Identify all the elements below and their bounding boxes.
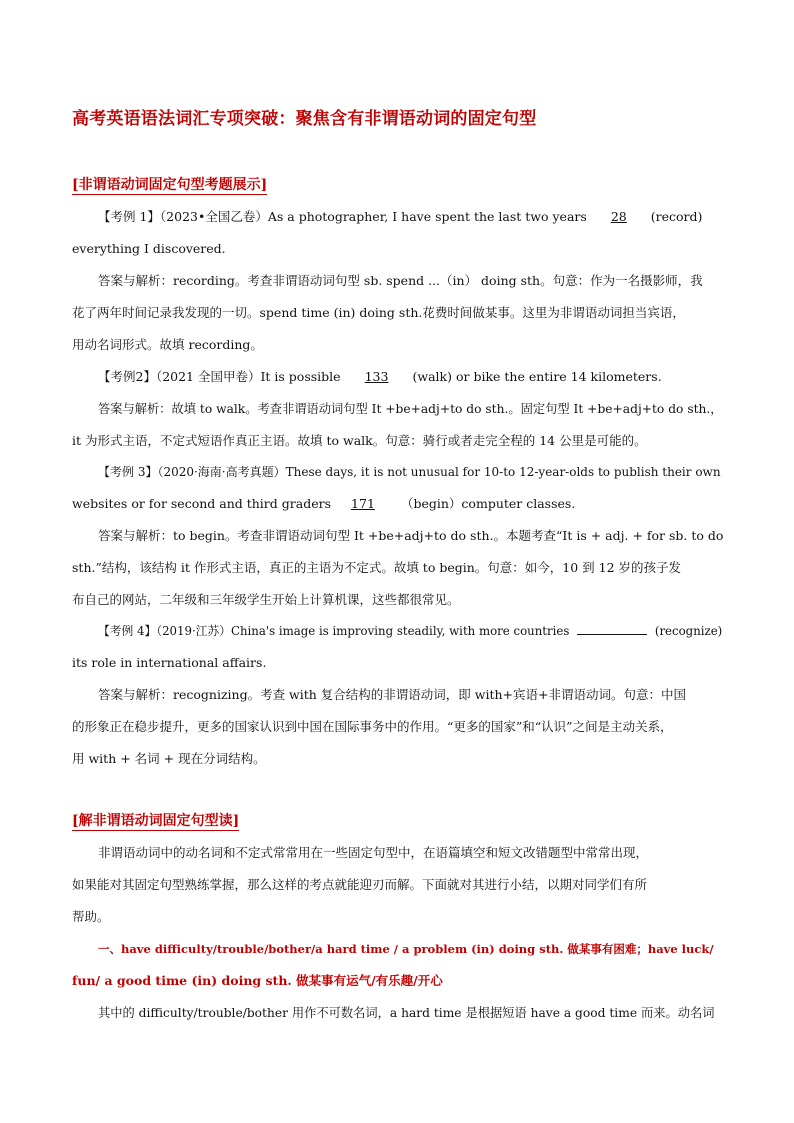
- example-4-answer-cont: 用 with + 名词 + 现在分词结构。: [72, 751, 266, 766]
- example-4-question: 【考例 4】（2019·江苏）China's image is improving steadily, with more countries (recognize): [98, 624, 723, 638]
- pattern-heading-1: 一、have difficulty/trouble/bother/a hard time / a problem (in) doing sth. 做某事有困难；have luck/: [98, 942, 714, 956]
- page-title: 高考英语语法词汇专项突破：聚焦含有非谓语动词的固定句型: [72, 109, 537, 129]
- section-heading-exam-examples: [非谓语动词固定句型考题展示]: [72, 177, 268, 193]
- example-2-answer: 答案与解析：故填 to walk。考查非谓语动词句型 It +be+adj+to do sth.。固定句型 It +be+adj+to do sth.，: [98, 402, 723, 416]
- example-4-answer: 答案与解析：recognizing。考查 with 复合结构的非谓语动词，即 with+宾语+非谓语动词。句意：中国: [98, 687, 686, 702]
- example-3-answer-cont: 布自己的网站，二年级和三年级学生开始上计算机课，这些都很常见。: [72, 592, 460, 607]
- example-1-question: 【考例 1】（2023•全国乙卷）As a photographer, I have spent the last two years 28 (record): [98, 209, 703, 224]
- example-3-answer-cont: sth.”结构，该结构 it 作形式主语，真正的主语为不定式。故填 to begin。句意：如今，10 到 12 岁的孩子发: [72, 560, 681, 575]
- example-3-question: 【考例 3】（2020·海南·高考真题）These days, it is not unusual for 10-to 12-year-olds to publish their own: [98, 465, 721, 479]
- example-1-answer-cont: 花了两年时间记录我发现的一切。spend time (in) doing sth.花费时间做某事。这里为非谓语动词担当宾语，: [72, 305, 685, 320]
- example-1-answer: 答案与解析：recording。考查非谓语动词句型 sb. spend ...（in） doing sth。句意：作为一名摄影师，我: [98, 273, 703, 288]
- intro-paragraph-cont: 帮助。: [72, 909, 110, 924]
- example-3-answer: 答案与解析：to begin。考查非谓语动词句型 It +be+adj+to do sth.。本题考查“It is + adj. + for sb. to do: [98, 528, 724, 543]
- intro-paragraph: 非谓语动词中的动名词和不定式常常用在一些固定句型中，在语篇填空和短文改错题型中常常出现，: [98, 845, 649, 860]
- example-1-question-cont: everything I discovered.: [72, 241, 226, 256]
- pattern-heading-1-cont: fun/ a good time (in) doing sth. 做某事有运气/有乐趣/开心: [72, 973, 443, 988]
- answer-blank: 28: [610, 209, 627, 224]
- example-4-question-cont: its role in international affairs.: [72, 655, 267, 670]
- example-4-answer-cont: 的形象正在稳步提升，更多的国家认识到中国在国际事务中的作用。“更多的国家”和“认识”之间是主动关系，: [72, 719, 673, 734]
- pattern-explanation: 其中的 difficulty/trouble/bother 用作不可数名词，a hard time 是根据短语 have a good time 而来。动名词: [98, 1006, 715, 1020]
- answer-blank: 171: [351, 496, 375, 511]
- section-heading-explanation: [解非谓语动词固定句型读]: [72, 813, 240, 829]
- answer-blank: 133: [364, 369, 389, 384]
- example-2-question: 【考例2】（2021 全国甲卷）It is possible 133 (walk) or bike the entire 14 kilometers.: [98, 369, 662, 384]
- example-1-answer-cont: 用动名词形式。故填 recording。: [72, 337, 263, 352]
- intro-paragraph-cont: 如果能对其固定句型熟练掌握，那么这样的考点就能迎刃而解。下面就对其进行小结，以期对同学们有所: [72, 877, 648, 892]
- answer-blank: [577, 622, 647, 635]
- example-3-question-cont: websites or for second and third graders 171 （begin）computer classes.: [72, 496, 576, 511]
- example-2-answer-cont: it 为形式主语，不定式短语作真正主语。故填 to walk。句意：骑行或者走完全程的 14 公里是可能的。: [72, 433, 647, 448]
